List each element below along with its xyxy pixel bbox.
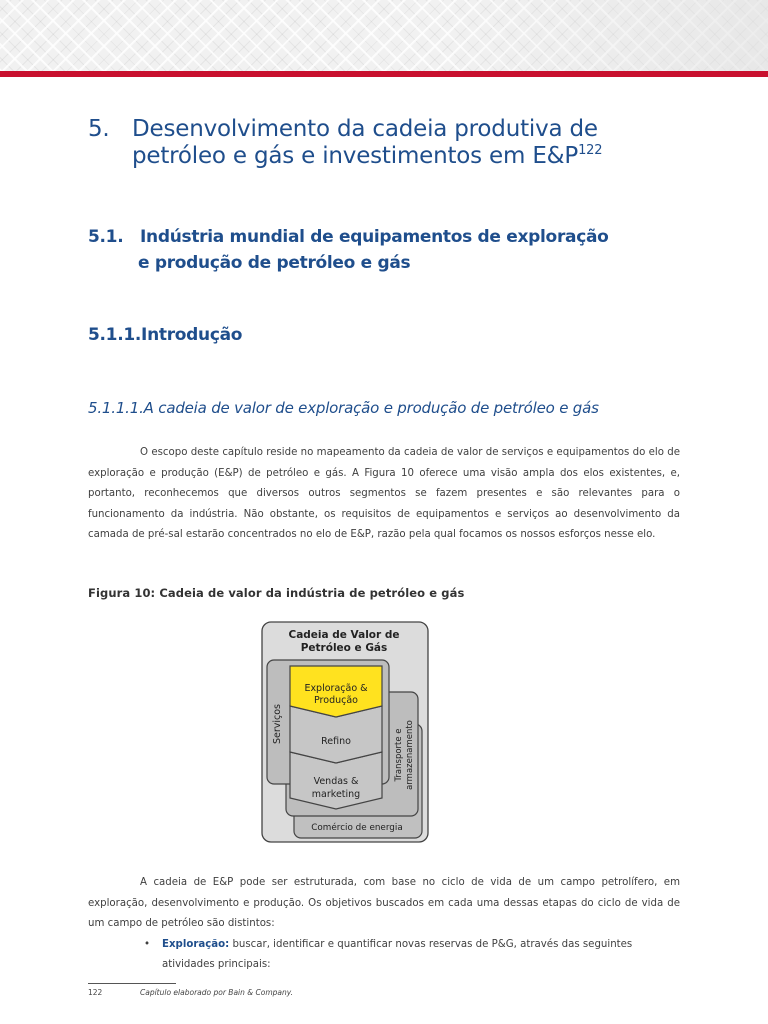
section-number: 5.1. (88, 227, 124, 247)
refining-label: Refino (321, 736, 351, 747)
chapter-title-line2: petróleo e gás e investimentos em E&P (132, 143, 579, 169)
chapter-footnote-ref: 122 (578, 143, 603, 158)
exploration-production-label-line2: Produção (314, 695, 358, 706)
value-chain-paragraph: A cadeia de E&P pode ser estruturada, com base no ciclo de vida de um campo petrolífero, em exploração, desenvolvimento e produção. Os objetivos buscados em cada uma dessas etapas do ciclo de vida de um campo de petróleo são distintos: (88, 877, 680, 929)
section-title-line2: e produção de petróleo e gás (138, 253, 411, 273)
footnote-text: Capítulo elaborado por Bain & Company. (140, 988, 293, 997)
header-banner-shade (448, 0, 768, 71)
bullet-symbol: • (144, 939, 151, 950)
bullet-term: Exploração: (162, 939, 230, 950)
section-title-line1: Indústria mundial de equipamentos de exploração (140, 227, 609, 247)
chapter-title-line1: Desenvolvimento da cadeia produtiva de (132, 116, 598, 142)
transport-label-line1: Transporte e (394, 728, 404, 782)
bullet-text: buscar, identificar e quantificar novas reservas de P&G, através das seguintes atividades principais: (162, 939, 633, 970)
chapter-number: 5. (88, 116, 110, 142)
diagram-title-line1: Cadeia de Valor de (288, 629, 400, 641)
header-red-rule (0, 71, 768, 77)
figure-caption: Figura 10: Cadeia de valor da indústria de petróleo e gás (88, 586, 465, 600)
sales-marketing-label-line1: Vendas & (313, 776, 359, 787)
energy-trading-label: Comércio de energia (311, 823, 403, 833)
sales-marketing-label-line2: marketing (311, 789, 361, 800)
footnote-rule (88, 983, 176, 984)
subsection-heading: 5.1.1.Introdução (88, 325, 243, 345)
exploration-production-label-line1: Exploração & (304, 683, 368, 694)
diagram-title-line2: Petróleo e Gás (300, 642, 388, 654)
value-chain-diagram (260, 620, 432, 846)
intro-paragraph: O escopo deste capítulo reside no mapeamento da cadeia de valor de serviços e equipamentos do elo de exploração e produção (E&P) de petróleo e gás. A Figura 10 oferece uma visão ampla dos elos existentes, e, portanto, reconhecemos que diversos outros segmentos se fazem presentes e são relevantes para o funcionamento da indústria. Não obstante, os requisitos de equipamentos e serviços ao desenvolvimento da camada de pré-sal estarão concentrados no elo de E&P, razão pela qual focamos os nossos esforços nesse elo. (88, 447, 680, 540)
subsubsection-heading: 5.1.1.1.A cadeia de valor de exploração e produção de petróleo e gás (88, 399, 599, 417)
transport-label-line2: armazenamento (405, 720, 415, 790)
services-label: Serviços (272, 703, 283, 745)
page-number: 122 (88, 988, 103, 997)
